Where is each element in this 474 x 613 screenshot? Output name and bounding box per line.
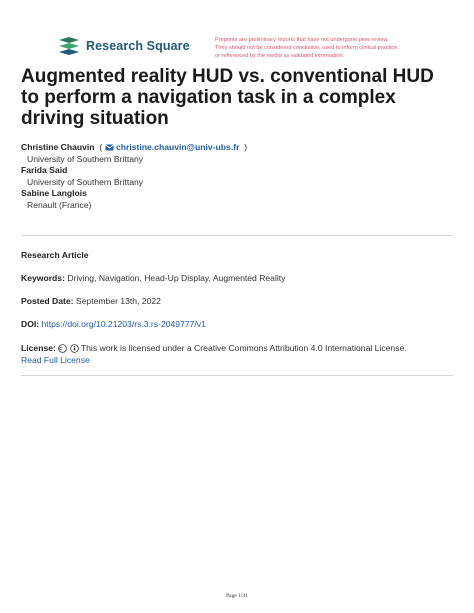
license-label: License: [21, 343, 56, 353]
author-name: Sabine Langlois [21, 188, 87, 199]
article-type-value: Research Article [21, 250, 89, 260]
brand-name: Research Square [86, 39, 190, 53]
author-list [21, 142, 247, 212]
envelope-icon [105, 144, 114, 151]
header [57, 36, 190, 56]
keywords-row [21, 273, 453, 285]
license-text: This work is licensed under a Creative Commons Attribution 4.0 International License. [80, 343, 407, 353]
posted-date-row [21, 296, 453, 308]
author-affiliation: University of Southern Brittany [27, 153, 144, 164]
page-number: Page 1/31 [226, 593, 248, 599]
disclaimer-line: Preprints are preliminary reports that have not undergone peer review. [215, 37, 389, 43]
article-type [21, 250, 453, 262]
by-icon [70, 344, 79, 353]
research-square-logo-icon [57, 36, 81, 56]
doi-link[interactable]: https://doi.org/10.21203/rs.3.rs-2049777/v1 [41, 319, 206, 329]
keywords-label: Keywords: [21, 273, 65, 283]
doi-row [21, 319, 453, 331]
email-close-paren: ) [241, 142, 248, 152]
posted-date-label: Posted Date: [21, 296, 74, 306]
author-email-link[interactable]: christine.chauvin@univ-ubs.fr [115, 142, 240, 152]
author-name: Farida Said [21, 165, 68, 176]
read-full-license-link[interactable]: Read Full License [21, 354, 90, 365]
divider [21, 235, 453, 236]
cc-icon [58, 344, 67, 353]
disclaimer-line: or referenced by the media as validated information. [215, 53, 345, 59]
author-item [21, 142, 247, 154]
disclaimer-line: They should not be considered conclusive, used to inform clinical practice, [215, 45, 399, 51]
doi-label: DOI: [21, 319, 40, 329]
preprint-disclaimer [215, 36, 445, 60]
author-name: Christine Chauvin [21, 142, 95, 152]
email-open-paren: ( [96, 142, 103, 152]
author-affiliation: Renault (France) [27, 199, 92, 210]
divider [21, 375, 453, 376]
keywords-value: Driving, Navigation, Head-Up Display, Augmented Reality [67, 273, 286, 283]
paper-title: Augmented reality HUD vs. conventional HUD to perform a navigation task in a complex driving situation [21, 66, 434, 129]
license-row [21, 343, 453, 366]
author-affiliation: University of Southern Brittany [27, 176, 144, 187]
posted-date-value: September 13th, 2022 [75, 296, 161, 306]
